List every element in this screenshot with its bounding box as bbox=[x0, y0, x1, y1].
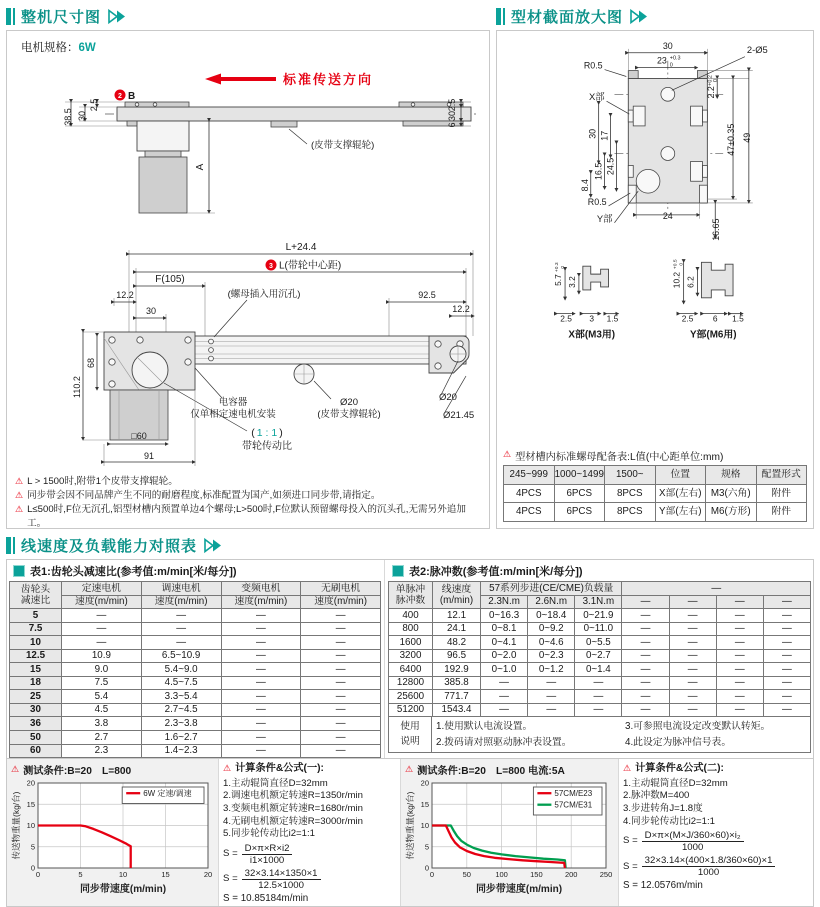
section-title: 整机尺寸图 bbox=[21, 8, 102, 26]
overall-dimension-section bbox=[6, 3, 490, 529]
svg-text:6: 6 bbox=[712, 313, 718, 324]
svg-text:250: 250 bbox=[599, 870, 613, 880]
svg-text:6: 6 bbox=[447, 122, 457, 128]
table-row: 12800 385.8 — — — — — — — bbox=[389, 676, 811, 690]
table-row: 51200 1543.4 — — — — — — — bbox=[389, 703, 811, 717]
svg-text:+0.3: +0.3 bbox=[555, 262, 561, 273]
formula-line: 1.主动辊筒直径D=32mm bbox=[223, 777, 328, 789]
linespeed-header: 线速度 (m/min) bbox=[433, 582, 481, 609]
gear-table-wrap bbox=[7, 560, 384, 758]
svg-text:0: 0 bbox=[561, 265, 567, 269]
svg-text:100: 100 bbox=[495, 870, 508, 880]
svg-text:3: 3 bbox=[269, 263, 273, 270]
y-slot-detail bbox=[701, 262, 733, 298]
formula-2 bbox=[623, 762, 811, 893]
usage-label: 使用 说明 bbox=[389, 717, 432, 751]
svg-text:□60: □60 bbox=[131, 431, 147, 441]
warning-icon: ⚠ bbox=[503, 449, 512, 460]
gearbox bbox=[137, 121, 189, 151]
warning-icon: ⚠ bbox=[405, 763, 414, 774]
table-row: 5 — — — — bbox=[10, 609, 381, 623]
speed-load-box bbox=[6, 559, 814, 907]
usage-note: 1.使用默认电流设置。 bbox=[436, 721, 533, 733]
formula-line: 1.主动辊筒直径D=32mm bbox=[623, 777, 728, 789]
svg-text:X部: X部 bbox=[588, 92, 605, 103]
formula2-eq1: S = $\frac{\text{D×π×(M×J/360×60)×i₂}}{1000}$ bbox=[623, 830, 811, 853]
formula-panel-2 bbox=[619, 759, 813, 906]
svg-text:仅单相定速电机安装: 仅单相定速电机安装 bbox=[190, 409, 276, 420]
svg-text:68: 68 bbox=[86, 357, 96, 369]
warning-note: ⚠ 同步带会因不同品牌产生不同的耐磨程度,标准配置为国产,如须进口同步带,请指定。 bbox=[15, 489, 381, 501]
formula2-lines bbox=[623, 778, 811, 829]
usage-note: 4.此设定为脉冲信号表。 bbox=[625, 736, 732, 748]
svg-text:0: 0 bbox=[30, 863, 35, 873]
warning-notes bbox=[9, 473, 487, 531]
profile-hole-bottom bbox=[661, 147, 675, 161]
table-row: 400 12.1 0~16.3 0~18.4 0~21.9 — — — — bbox=[389, 609, 811, 623]
formula-line: 3.变频电机额定转速R=1680r/min bbox=[223, 802, 363, 814]
svg-text:0: 0 bbox=[35, 870, 41, 880]
svg-text:10: 10 bbox=[420, 821, 429, 831]
header-bar-icon bbox=[6, 537, 15, 554]
table-row: 36 3.8 2.3~3.8 — — bbox=[10, 717, 381, 731]
formula1-lines bbox=[223, 778, 398, 841]
svg-text:(螺母插入用沉孔): (螺母插入用沉孔) bbox=[227, 289, 301, 300]
profile-hole-top bbox=[661, 87, 675, 101]
svg-text:12.2: 12.2 bbox=[116, 290, 134, 300]
transport-direction bbox=[205, 69, 373, 88]
formula2-title: ⚠ 计算条件&公式(二): bbox=[623, 763, 724, 775]
svg-text:24.5: 24.5 bbox=[605, 157, 616, 176]
svg-text:30: 30 bbox=[447, 110, 457, 122]
svg-text:57CM/E23: 57CM/E23 bbox=[554, 789, 593, 799]
table-row: 4PCS 6PCS 8PCS X部(左右) M3(六角) 附件 bbox=[504, 484, 807, 503]
play-arrow-icon bbox=[203, 538, 225, 553]
svg-text:A: A bbox=[195, 163, 206, 171]
transport-direction-label: 标准传送方向 bbox=[283, 72, 374, 87]
motor-spec bbox=[9, 35, 487, 55]
svg-text:200: 200 bbox=[564, 870, 578, 880]
svg-text:同步带速度(m/min): 同步带速度(m/min) bbox=[475, 884, 563, 896]
svg-text:2-Ø5: 2-Ø5 bbox=[746, 44, 768, 55]
svg-text:8.4: 8.4 bbox=[579, 179, 590, 192]
svg-text:3.2: 3.2 bbox=[566, 276, 577, 288]
table-row: 6400 192.9 0~1.0 0~1.2 0~1.4 — — — — bbox=[389, 663, 811, 677]
play-arrow-icon bbox=[629, 9, 651, 24]
usage-notes-left bbox=[432, 717, 621, 751]
test-condition-1: ⚠ 测试条件:B=20 L=800 bbox=[11, 763, 132, 778]
table-row: 3200 96.5 0~2.0 0~2.3 0~2.7 — — — — bbox=[389, 649, 811, 663]
svg-text:10.2: 10.2 bbox=[671, 271, 682, 289]
svg-text:同步带速度(m/min): 同步带速度(m/min) bbox=[79, 884, 167, 896]
svg-text:20: 20 bbox=[420, 778, 429, 788]
formula-panel-1 bbox=[219, 759, 401, 906]
svg-text:3: 3 bbox=[589, 313, 595, 324]
table-row: 1600 48.2 0~4.1 0~4.6 0~5.5 — — — — bbox=[389, 636, 811, 650]
table-row: 30 4.5 2.7~4.5 — — bbox=[10, 703, 381, 717]
section-header-profile bbox=[496, 4, 814, 28]
table2-title: 表2:脉冲数(参考值:m/min[米/每分]) bbox=[388, 561, 811, 581]
svg-text:+0.2: +0.2 bbox=[707, 75, 714, 86]
chart-panel-2 bbox=[401, 759, 619, 906]
svg-text:49: 49 bbox=[741, 132, 752, 143]
svg-text:5: 5 bbox=[78, 870, 83, 880]
svg-text:47±0.35: 47±0.35 bbox=[726, 123, 737, 156]
square-bullet-icon bbox=[392, 565, 404, 577]
svg-text:150: 150 bbox=[530, 870, 543, 880]
svg-text:24: 24 bbox=[662, 210, 673, 221]
svg-text:30: 30 bbox=[77, 110, 87, 122]
svg-text:L(带轮中心距): L(带轮中心距) bbox=[279, 260, 342, 272]
drawing1-labels bbox=[63, 91, 457, 170]
warning-icon: ⚠ bbox=[623, 763, 632, 774]
load-speed-chart-2 bbox=[405, 778, 613, 894]
svg-text:16.5: 16.5 bbox=[593, 162, 604, 180]
cross-section-drawing bbox=[499, 35, 807, 367]
svg-text:(: ( bbox=[251, 427, 255, 439]
svg-text:1.5: 1.5 bbox=[606, 313, 619, 324]
svg-text:R0.5: R0.5 bbox=[583, 60, 603, 71]
chart-panel-1 bbox=[7, 759, 219, 906]
svg-text:30: 30 bbox=[145, 306, 157, 316]
svg-text:10: 10 bbox=[26, 821, 35, 831]
motor-spec-label: 电机规格： bbox=[21, 42, 79, 54]
svg-text:30: 30 bbox=[587, 128, 598, 139]
side-view-drawing bbox=[9, 240, 479, 468]
svg-text:0: 0 bbox=[713, 78, 720, 82]
svg-text:6W 定速/调速: 6W 定速/调速 bbox=[143, 789, 192, 799]
svg-text:1.5: 1.5 bbox=[732, 313, 744, 324]
svg-text:5.7: 5.7 bbox=[553, 274, 564, 286]
table-row: 25 5.4 3.3~5.4 — — bbox=[10, 690, 381, 704]
formula1-result: S = 10.85184m/min bbox=[223, 893, 309, 905]
svg-text:X部(M3用): X部(M3用) bbox=[568, 329, 616, 341]
table-row: 800 24.1 0~8.1 0~9.2 0~11.0 — — — — bbox=[389, 622, 811, 636]
table-row: 25600 771.7 — — — — — — — bbox=[389, 690, 811, 704]
table-row: 10 — — — — bbox=[10, 636, 381, 650]
header-bar-icon bbox=[496, 8, 505, 25]
svg-text:+0.3: +0.3 bbox=[669, 55, 681, 62]
test-condition-2: ⚠ 测试条件:B=20 L=800 电流:5A bbox=[405, 763, 565, 778]
svg-text:16.65: 16.65 bbox=[711, 218, 722, 241]
svg-text:带轮传动比: 带轮传动比 bbox=[242, 441, 292, 452]
svg-text:30: 30 bbox=[662, 40, 673, 51]
profile-drawing-box bbox=[496, 30, 814, 529]
table-row: 18 7.5 4.5~7.5 — — bbox=[10, 676, 381, 690]
svg-text:传送物重量(kg/台): 传送物重量(kg/台) bbox=[405, 791, 415, 860]
svg-text:38.5: 38.5 bbox=[63, 108, 73, 126]
formula1-title: ⚠ 计算条件&公式(一): bbox=[223, 763, 324, 775]
warning-icon: ⚠ bbox=[223, 763, 232, 774]
svg-text:L+24.4: L+24.4 bbox=[285, 242, 317, 253]
svg-text:20: 20 bbox=[26, 778, 35, 788]
dimension-drawing-box bbox=[6, 30, 490, 529]
svg-text:0: 0 bbox=[669, 62, 673, 69]
svg-text:R0.5: R0.5 bbox=[587, 196, 607, 207]
usage-notes-right bbox=[621, 717, 810, 751]
svg-text:23: 23 bbox=[656, 55, 667, 66]
formula-line: 2.调速电机额定转速R=1350r/min bbox=[223, 790, 363, 802]
svg-text:): ) bbox=[279, 427, 283, 439]
svg-text:10: 10 bbox=[118, 870, 128, 880]
svg-text:5: 5 bbox=[424, 842, 429, 852]
formula-line: 3.步进转角J=1.8度 bbox=[623, 802, 703, 814]
warning-icon: ⚠ bbox=[15, 503, 24, 514]
section-title: 线速度及负载能力对照表 bbox=[21, 537, 198, 555]
left-arrow-icon bbox=[205, 73, 277, 85]
profile-section bbox=[496, 3, 814, 529]
table-row: 50 2.7 1.6~2.7 — — bbox=[10, 731, 381, 745]
svg-text:91: 91 bbox=[143, 451, 155, 461]
svg-text:Ø20: Ø20 bbox=[340, 397, 358, 408]
svg-text:Y部: Y部 bbox=[596, 213, 613, 224]
svg-text:0: 0 bbox=[679, 262, 685, 266]
svg-text:57CM/E31: 57CM/E31 bbox=[554, 800, 593, 810]
motor-spec-value: 6W bbox=[78, 42, 96, 54]
formula-line: 2.脉冲数M=400 bbox=[623, 790, 690, 802]
svg-text:传送物重量(kg/台): 传送物重量(kg/台) bbox=[11, 791, 21, 860]
belt-support-roller bbox=[271, 121, 297, 127]
svg-text:Ø21.45: Ø21.45 bbox=[443, 410, 475, 421]
svg-text:0: 0 bbox=[424, 863, 429, 873]
table1-title: 表1:齿轮头减速比(参考值:m/min[米/每分]) bbox=[9, 561, 381, 581]
formula2-eq2: S = $\frac{32\times 3.14\times(400\times 1.8/360\times 60)\times 1}{1000}$ bbox=[623, 855, 811, 878]
section-header-dimensions bbox=[6, 4, 490, 28]
svg-text:20: 20 bbox=[203, 870, 213, 880]
pulse-table: 单脉冲 脉冲数 线速度 (m/min) 57系列步进(CE/CME)负载量 — 2.3N.m 2.6N.m 3.1N.m — — — — 400 12.1 0~16.3 0~18.4 0~21.9 — — — — 800 24.1 0~8.1 0~9.2 0~11.0 — — — — 1600 48.2 0~4.1 0~4.6 0~5.5 — — — — 3200 96.5 0~2.0 0~2.3 0~2.7 — — — — 6400 192.9 0~1.0 0~1.2 0~1.4 — — — — 12800 385.8 — — — — — — — 25600 771.7 — — — — — — — 51200 1543.4 — — — — — — — bbox=[388, 581, 811, 717]
svg-text:15: 15 bbox=[161, 870, 170, 880]
nut-table-block bbox=[499, 446, 811, 524]
svg-text:2.5: 2.5 bbox=[89, 98, 99, 112]
section-title: 型材截面放大图 bbox=[511, 8, 624, 26]
table-row: 7.5 — — — — bbox=[10, 622, 381, 636]
square-bullet-icon bbox=[13, 565, 25, 577]
pulse-table-wrap bbox=[384, 560, 813, 758]
svg-text:15: 15 bbox=[420, 800, 429, 810]
top-row bbox=[6, 3, 814, 529]
warning-note: ⚠ L > 1500时,附带1个皮带支撑辊轮。 bbox=[15, 476, 178, 487]
svg-text:5: 5 bbox=[30, 842, 35, 852]
gear-ratio-header: 齿轮头 减速比 bbox=[10, 582, 62, 609]
formula1-eq1: S = $\frac{D\times\pi\times R\times i2}{i1\times 1000}$ bbox=[223, 843, 398, 866]
load-speed-chart-1 bbox=[11, 778, 215, 894]
svg-text:电容器: 电容器 bbox=[218, 397, 248, 408]
svg-text:2.5: 2.5 bbox=[681, 313, 694, 324]
speed-load-section bbox=[6, 533, 814, 907]
formula-line: 4.同步轮传动比i2=1:1 bbox=[623, 815, 715, 827]
formula-line: 4.无刷电机额定转速R=3000r/min bbox=[223, 815, 363, 827]
warning-icon: ⚠ bbox=[15, 476, 24, 486]
header-bar-icon bbox=[6, 8, 15, 25]
section-header-speed-load bbox=[6, 533, 814, 557]
nut-config-table: 245~999 1000~1499 1500~ 位置 规格 配置形式 4PCS 6PCS 8PCS X部(左右) M3(六角) 附件 4PCS 6PCS 8PCS Y部(左右) M6(方形) 附件 bbox=[503, 465, 807, 522]
svg-text:0: 0 bbox=[429, 870, 435, 880]
svg-text:(皮带支撑辊轮): (皮带支撑辊轮) bbox=[311, 140, 375, 151]
svg-text:110.2: 110.2 bbox=[72, 376, 82, 398]
svg-text:Y部(M6用): Y部(M6用) bbox=[689, 329, 737, 341]
motor-body bbox=[139, 157, 187, 213]
charts-row bbox=[7, 758, 813, 906]
svg-text:6.2: 6.2 bbox=[685, 276, 696, 288]
warning-note: ⚠ L≤500时,F位无沉孔,铝型材槽内预置单边4个螺母;L>500时,F位默认预留螺母投入的沉头孔,无需另外追加工。 bbox=[15, 503, 466, 529]
x-slot-detail bbox=[583, 266, 609, 290]
usage-note: 3.可参照电流设定改变默认转矩。 bbox=[625, 721, 771, 733]
svg-text:F(105): F(105) bbox=[155, 274, 185, 285]
svg-text:1 : 1: 1 : 1 bbox=[256, 427, 278, 439]
table-row: 12.5 10.9 6.5~10.9 — — bbox=[10, 649, 381, 663]
svg-text:B: B bbox=[128, 91, 136, 102]
pulse-header: 单脉冲 脉冲数 bbox=[389, 582, 433, 609]
tables-row bbox=[7, 560, 813, 758]
svg-text:2.2: 2.2 bbox=[706, 86, 717, 99]
formula1-eq2: S = $\frac{32\times 3.14\times 1350\times 1}{12.5\times 1000}$ bbox=[223, 868, 398, 891]
nut-table-title: ⚠ 型材槽内标准螺母配备表:L值(中心距单位:mm) bbox=[503, 449, 724, 464]
table-row: 60 2.3 1.4~2.3 — — bbox=[10, 744, 381, 758]
formula-line: 5.同步轮传动比i2=1:1 bbox=[223, 828, 315, 840]
usage-notes bbox=[388, 717, 811, 752]
svg-text:50: 50 bbox=[462, 870, 471, 880]
svg-text:15: 15 bbox=[26, 800, 35, 810]
warning-icon: ⚠ bbox=[15, 489, 24, 500]
svg-text:(皮带支撑辊轮): (皮带支撑辊轮) bbox=[317, 409, 381, 420]
formula2-result: S = 12.0576m/min bbox=[623, 880, 703, 892]
svg-text:Ø20: Ø20 bbox=[439, 392, 457, 403]
table-row: 4PCS 6PCS 8PCS Y部(左右) M6(方形) 附件 bbox=[504, 503, 807, 522]
warning-icon: ⚠ bbox=[11, 763, 20, 774]
table-row: 15 9.0 5.4~9.0 — — bbox=[10, 663, 381, 677]
svg-text:2.5: 2.5 bbox=[560, 313, 572, 324]
svg-text:2.5: 2.5 bbox=[447, 98, 457, 112]
svg-text:92.5: 92.5 bbox=[418, 290, 436, 300]
play-arrow-icon bbox=[107, 9, 129, 24]
svg-text:2: 2 bbox=[118, 93, 122, 100]
svg-text:12.2: 12.2 bbox=[452, 304, 470, 314]
usage-note: 2.拨码请对照驱动脉冲表设置。 bbox=[436, 736, 572, 748]
svg-text:17: 17 bbox=[599, 130, 610, 141]
gear-ratio-table: 齿轮头 减速比 定速电机 调速电机 变频电机 无刷电机 速度(m/min) 速度(m/min) 速度(m/min) 速度(m/min) 5 — — — — 7.5 — — — — 10 — — — — 12.5 10.9 6.5~10.9 — — 15 9.0 5.4~9.0 — — 18 7.5 4.5~7.5 — — 25 5.4 3.3~5.4 — — 30 4.5 2.7~4.5 — — 36 3.8 2.3~3.8 — — 50 2.7 1.6~2.7 — — 60 2.3 1.4~2.3 — — bbox=[9, 581, 381, 758]
formula-1 bbox=[223, 762, 398, 906]
svg-text:+0.5: +0.5 bbox=[673, 259, 679, 270]
